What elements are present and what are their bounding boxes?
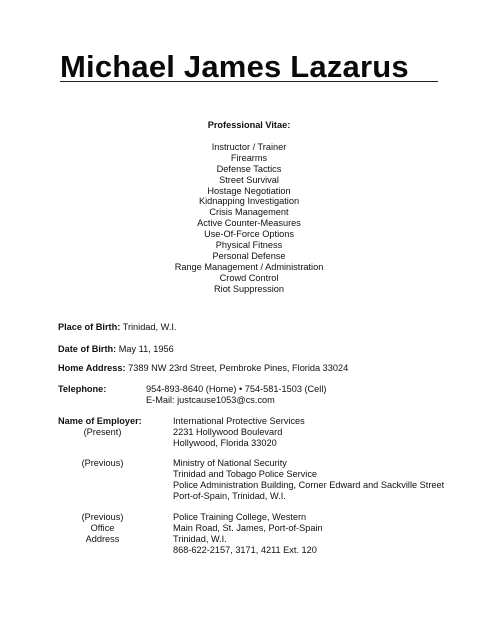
vitae-item: Use-Of-Force Options (204, 229, 294, 240)
place-of-birth-value: Trinidad, W.I. (120, 322, 177, 332)
employer-present-line: Hollywood, Florida 33020 (173, 437, 277, 448)
vitae-title: Professional Vitae: (207, 120, 291, 130)
vitae-item: Firearms (230, 152, 268, 163)
office-tag-line: Office (90, 522, 115, 533)
place-of-birth-label: Place of Birth: (58, 322, 121, 332)
telephone-numbers: 954-893-8640 (Home) • 754-581-1503 (Cell) (146, 384, 327, 394)
vitae-item: Defense Tactics (216, 163, 282, 174)
header-divider (60, 81, 438, 82)
employer-previous-line: Ministry of National Security (173, 458, 287, 468)
date-of-birth-value: May 11, 1956 (116, 344, 174, 354)
vitae-item: Personal Defense (212, 250, 286, 261)
vitae-item: Active Counter-Measures (197, 218, 301, 229)
employer-present-tag: (Present) (83, 426, 122, 437)
place-of-birth (58, 322, 176, 333)
employer-previous-line: Police Administration Building, Corner Edward and Sackville Street (173, 479, 445, 490)
employer-office-block (58, 512, 323, 556)
date-of-birth (58, 344, 174, 355)
office-tag-line: (Previous) (81, 512, 124, 522)
home-address-label: Home Address: (58, 363, 126, 373)
office-tag-line: Address (85, 533, 120, 544)
telephone-label: Telephone: (58, 384, 107, 394)
employer-present-line: 2231 Hollywood Boulevard (173, 426, 283, 437)
employer-previous-block (58, 458, 444, 502)
employer-previous-tag: (Previous) (81, 458, 124, 468)
vitae-list (60, 142, 438, 295)
email-line: E-Mail: justcause1053@cs.com (146, 394, 275, 405)
vitae-item: Crisis Management (209, 207, 289, 218)
vitae-item: Riot Suppression (214, 283, 284, 294)
home-address-value: 7389 NW 23rd Street, Pembroke Pines, Florida 33024 (125, 363, 349, 373)
employer-office-line: 868-622-2157, 3171, 4211 Ext. 120 (173, 544, 317, 555)
vitae-item: Kidnapping Investigation (198, 196, 300, 207)
employer-office-tag (58, 512, 147, 556)
employer-office-line: Trinidad, W.I. (173, 533, 227, 544)
employer-office-line: Main Road, St. James, Port-of-Spain (173, 522, 323, 533)
employer-office-line: Police Training College, Western (173, 512, 307, 522)
date-of-birth-label: Date of Birth: (58, 344, 117, 354)
vitae-item: Street Survival (219, 174, 279, 185)
employer-present-block (58, 416, 305, 449)
person-name: Michael James Lazarus (60, 49, 409, 84)
vitae-item: Hostage Negotiation (207, 185, 291, 196)
employer-previous-line: Trinidad and Tobago Police Service (173, 468, 318, 479)
vitae-item: Crowd Control (219, 272, 279, 283)
vitae-item: Instructor / Trainer (211, 141, 287, 152)
home-address (58, 363, 348, 374)
telephone-block (58, 384, 326, 406)
employer-label: Name of Employer: (58, 416, 142, 426)
vitae-item: Physical Fitness (215, 240, 283, 251)
professional-vitae-section (60, 120, 438, 295)
employer-previous-line: Port-of-Spain, Trinidad, W.I. (173, 490, 286, 501)
employer-present-line: International Protective Services (173, 416, 305, 426)
vitae-item: Range Management / Administration (174, 261, 324, 272)
